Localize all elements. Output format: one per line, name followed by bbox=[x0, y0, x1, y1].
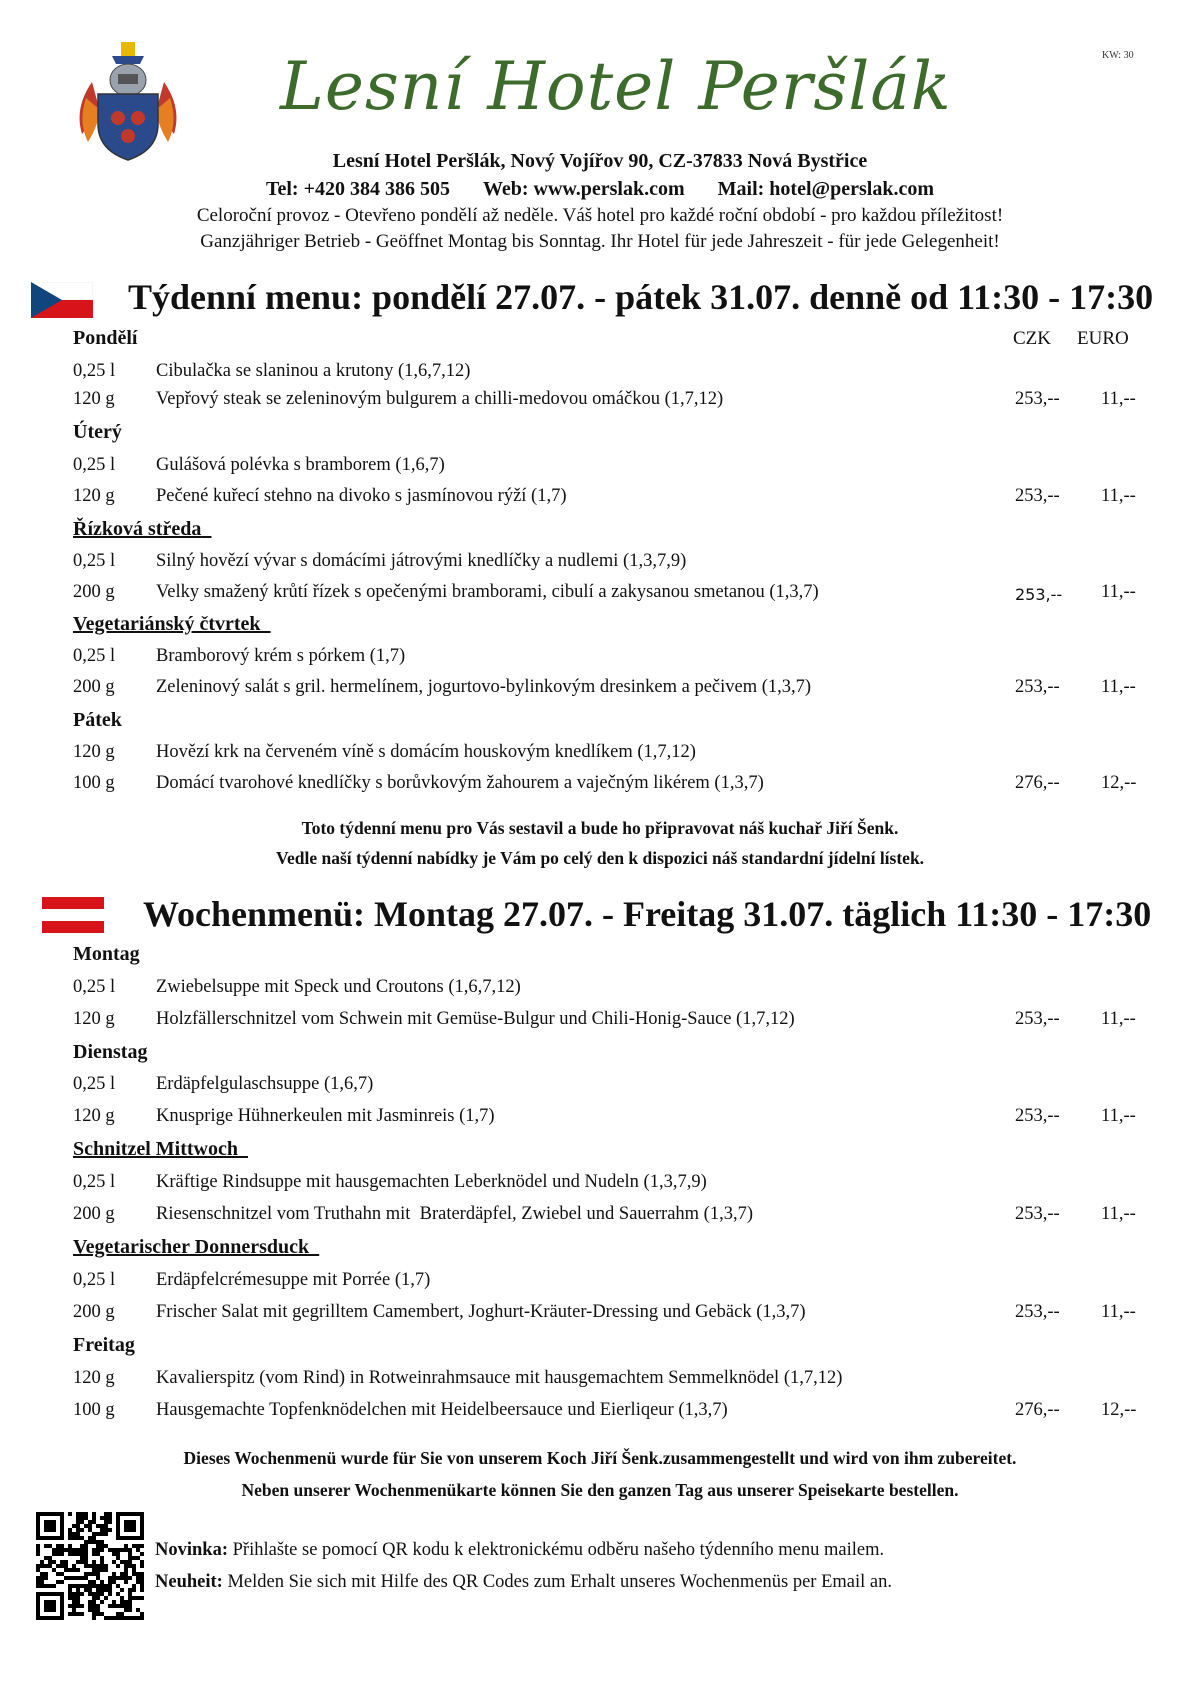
qr-code-icon[interactable] bbox=[36, 1512, 144, 1620]
day-heading: Freitag bbox=[73, 1334, 135, 1356]
portion-size: 200 g bbox=[73, 677, 115, 697]
price-czk: 276,-- bbox=[1015, 773, 1060, 793]
portion-size: 0,25 l bbox=[73, 1172, 116, 1192]
dish-name: Pečené kuřecí stehno na divoko s jasmínovou rýží (1,7) bbox=[156, 486, 567, 506]
portion-size: 0,25 l bbox=[73, 646, 116, 666]
day-heading: Pondělí bbox=[73, 327, 138, 349]
day-heading: Montag bbox=[73, 943, 140, 965]
news-de-text: Melden Sie sich mit Hilfe des QR Codes zum Erhalt unseres Wochenmenüs per Email an. bbox=[222, 1572, 892, 1592]
news-cz-label: Novinka: bbox=[155, 1540, 228, 1560]
portion-size: 100 g bbox=[73, 773, 115, 793]
dish-name: Velky smažený krůtí řízek s opečenými bramborami, cibulí a zakysanou smetanou (1,3,7) bbox=[156, 582, 819, 602]
menu-row bbox=[73, 455, 1143, 481]
portion-size: 0,25 l bbox=[73, 1270, 116, 1290]
austrian-flag-icon bbox=[42, 897, 104, 933]
price-czk: 253,-- bbox=[1015, 486, 1060, 506]
portion-size: 200 g bbox=[73, 582, 115, 602]
dish-name: Kavalierspitz (vom Rind) in Rotweinrahmsauce mit hausgemachtem Semmelknödel (1,7,12) bbox=[156, 1368, 843, 1388]
portion-size: 200 g bbox=[73, 1204, 115, 1224]
portion-size: 120 g bbox=[73, 1106, 115, 1126]
menu-row bbox=[73, 551, 1143, 577]
price-euro: 11,-- bbox=[1101, 1204, 1136, 1224]
portion-size: 120 g bbox=[73, 1009, 115, 1029]
dish-name: Vepřový steak se zeleninovým bulgurem a chilli-medovou omáčkou (1,7,12) bbox=[156, 389, 724, 409]
menu-row bbox=[73, 1074, 1143, 1100]
dish-name: Domácí tvarohové knedlíčky s borůvkovým žahourem a vaječným likérem (1,3,7) bbox=[156, 773, 764, 793]
cz-standard-menu-note: Vedle naší týdenní nabídky je Vám po celý den k dispozici náš standardní jídelní lístek. bbox=[275, 848, 925, 868]
dish-name: Knusprige Hühnerkeulen mit Jasminreis (1,7) bbox=[156, 1106, 495, 1126]
price-czk: 276,-- bbox=[1015, 1400, 1060, 1420]
portion-size: 120 g bbox=[73, 742, 115, 762]
price-euro: 11,-- bbox=[1101, 1009, 1136, 1029]
de-menu-title: Wochenmenü: Montag 27.07. - Freitag 31.07. täglich 11:30 - 17:30 bbox=[143, 894, 1152, 934]
price-euro: 11,-- bbox=[1101, 1302, 1136, 1322]
hotel-contact-line bbox=[0, 178, 1200, 201]
price-euro: 11,-- bbox=[1101, 486, 1136, 506]
price-euro: 11,-- bbox=[1101, 677, 1136, 697]
day-heading: Dienstag bbox=[73, 1041, 148, 1063]
dish-name: Gulášová polévka s bramborem (1,6,7) bbox=[156, 455, 445, 475]
menu-row bbox=[73, 677, 1143, 703]
menu-row bbox=[73, 1400, 1143, 1426]
news-cz-text: Přihlašte se pomocí QR kodu k elektronickému odběru našeho týdenního menu mailem. bbox=[228, 1540, 885, 1560]
dish-name: Erdäpfelcrémesuppe mit Porrée (1,7) bbox=[156, 1270, 431, 1290]
menu-row bbox=[73, 486, 1143, 512]
hotel-email[interactable]: Mail: hotel@perslak.com bbox=[717, 178, 935, 200]
de-standard-menu-note: Neben unserer Wochenmenükarte können Sie den ganzen Tag aus unserer Speisekarte bestellen. bbox=[241, 1480, 959, 1500]
menu-row bbox=[73, 1302, 1143, 1328]
menu-row bbox=[73, 1368, 1143, 1394]
day-heading: Vegetariánský čtvrtek bbox=[73, 613, 261, 635]
menu-row bbox=[73, 646, 1143, 672]
menu-row bbox=[73, 977, 1143, 1003]
hotel-brand-name: Lesní Hotel Peršlák bbox=[280, 48, 952, 125]
portion-size: 0,25 l bbox=[73, 551, 116, 571]
dish-name: Bramborový krém s pórkem (1,7) bbox=[156, 646, 406, 666]
tagline-cz: Celoroční provoz - Otevřeno pondělí až neděle. Váš hotel pro každé roční období - pro každou příležitost! bbox=[196, 205, 1004, 226]
dish-name: Zeleninový salát s gril. hermelínem, jogurtovo-bylinkovým dresinkem a pečivem (1,3,7) bbox=[156, 677, 812, 697]
portion-size: 0,25 l bbox=[73, 455, 116, 475]
price-czk: 253,-- bbox=[1015, 1302, 1060, 1322]
hotel-crest-logo bbox=[72, 38, 184, 162]
price-czk: 253,-- bbox=[1015, 1204, 1060, 1224]
menu-row bbox=[73, 1204, 1143, 1230]
day-heading: Vegetarischer Donnersduck bbox=[73, 1236, 310, 1258]
dish-name: Hovězí krk na červeném víně s domácím houskovým knedlíkem (1,7,12) bbox=[156, 742, 696, 762]
portion-size: 200 g bbox=[73, 1302, 115, 1322]
portion-size: 0,25 l bbox=[73, 361, 116, 381]
dish-name: Holzfällerschnitzel vom Schwein mit Gemüse-Bulgur und Chili-Honig-Sauce (1,7,12) bbox=[156, 1009, 795, 1029]
menu-row bbox=[73, 742, 1143, 768]
menu-row bbox=[73, 361, 1143, 387]
price-euro: 11,-- bbox=[1101, 1106, 1136, 1126]
price-czk: 253,-- bbox=[1015, 1106, 1060, 1126]
portion-size: 120 g bbox=[73, 1368, 115, 1388]
news-de bbox=[155, 1572, 892, 1593]
portion-size: 100 g bbox=[73, 1400, 115, 1420]
col-header-czk: CZK bbox=[1013, 328, 1051, 349]
menu-row bbox=[73, 582, 1143, 608]
dish-name: Hausgemachte Topfenknödelchen mit Heidelbeersauce und Eierliqeur (1,3,7) bbox=[156, 1400, 728, 1420]
price-czk: 253,-- bbox=[1015, 677, 1060, 697]
menu-row bbox=[73, 1106, 1143, 1132]
portion-size: 120 g bbox=[73, 486, 115, 506]
hotel-address: Lesní Hotel Peršlák, Nový Vojířov 90, CZ-37833 Nová Bystřice bbox=[332, 150, 868, 172]
price-czk: 253,-- bbox=[1015, 389, 1060, 409]
day-heading: Pátek bbox=[73, 709, 122, 731]
price-euro: 12,-- bbox=[1101, 773, 1137, 793]
col-header-euro: EURO bbox=[1077, 328, 1129, 349]
price-euro: 11,-- bbox=[1101, 582, 1136, 602]
portion-size: 0,25 l bbox=[73, 1074, 116, 1094]
dish-name: Silný hovězí vývar s domácími játrovými knedlíčky a nudlemi (1,3,7,9) bbox=[156, 551, 687, 571]
price-euro: 12,-- bbox=[1101, 1400, 1137, 1420]
dish-name: Erdäpfelgulaschsuppe (1,6,7) bbox=[156, 1074, 374, 1094]
dish-name: Riesenschnitzel vom Truthahn mit Braterdäpfel, Zwiebel und Sauerrahm (1,3,7) bbox=[156, 1204, 754, 1224]
price-czk: 253,-- bbox=[1015, 1009, 1060, 1029]
news-de-label: Neuheit: bbox=[155, 1572, 223, 1592]
czech-flag-icon bbox=[31, 282, 93, 318]
menu-row bbox=[73, 1009, 1143, 1035]
menu-row bbox=[73, 389, 1143, 415]
portion-size: 0,25 l bbox=[73, 977, 116, 997]
cz-chef-note: Toto týdenní menu pro Vás sestavil a bude ho připravovat náš kuchař Jiří Šenk. bbox=[301, 818, 899, 838]
day-heading: Schnitzel Mittwoch bbox=[73, 1138, 238, 1160]
menu-row bbox=[73, 773, 1143, 799]
cz-menu-title: Týdenní menu: pondělí 27.07. - pátek 31.07. denně od 11:30 - 17:30 bbox=[128, 277, 1154, 317]
menu-row bbox=[73, 1172, 1143, 1198]
day-heading: Řízková středa bbox=[73, 518, 202, 540]
tagline-de: Ganzjähriger Betrieb - Geöffnet Montag bis Sonntag. Ihr Hotel für jede Jahreszeit - für jede Gelegenheit! bbox=[200, 231, 1000, 252]
price-euro: 11,-- bbox=[1101, 389, 1136, 409]
news-cz bbox=[155, 1540, 884, 1561]
dish-name: Kräftige Rindsuppe mit hausgemachten Leberknödel und Nudeln (1,3,7,9) bbox=[156, 1172, 707, 1192]
menu-row bbox=[73, 1270, 1143, 1296]
week-number: KW: 30 bbox=[1102, 50, 1134, 61]
portion-size: 120 g bbox=[73, 389, 115, 409]
hotel-phone: Tel: +420 384 386 505 bbox=[265, 178, 450, 200]
dish-name: Zwiebelsuppe mit Speck und Croutons (1,6,7,12) bbox=[156, 977, 521, 997]
dish-name: Cibulačka se slaninou a krutony (1,6,7,12) bbox=[156, 361, 471, 381]
dish-name: Frischer Salat mit gegrilltem Camembert, Joghurt-Kräuter-Dressing und Gebäck (1,3,7) bbox=[156, 1302, 806, 1322]
day-heading: Úterý bbox=[73, 421, 122, 443]
price-czk: 253,-- bbox=[1015, 585, 1063, 604]
hotel-website[interactable]: Web: www.perslak.com bbox=[482, 178, 685, 200]
de-chef-note: Dieses Wochenmenü wurde für Sie von unserem Koch Jiří Šenk.zusammengestellt und wird von ihm zubereitet. bbox=[183, 1448, 1017, 1468]
